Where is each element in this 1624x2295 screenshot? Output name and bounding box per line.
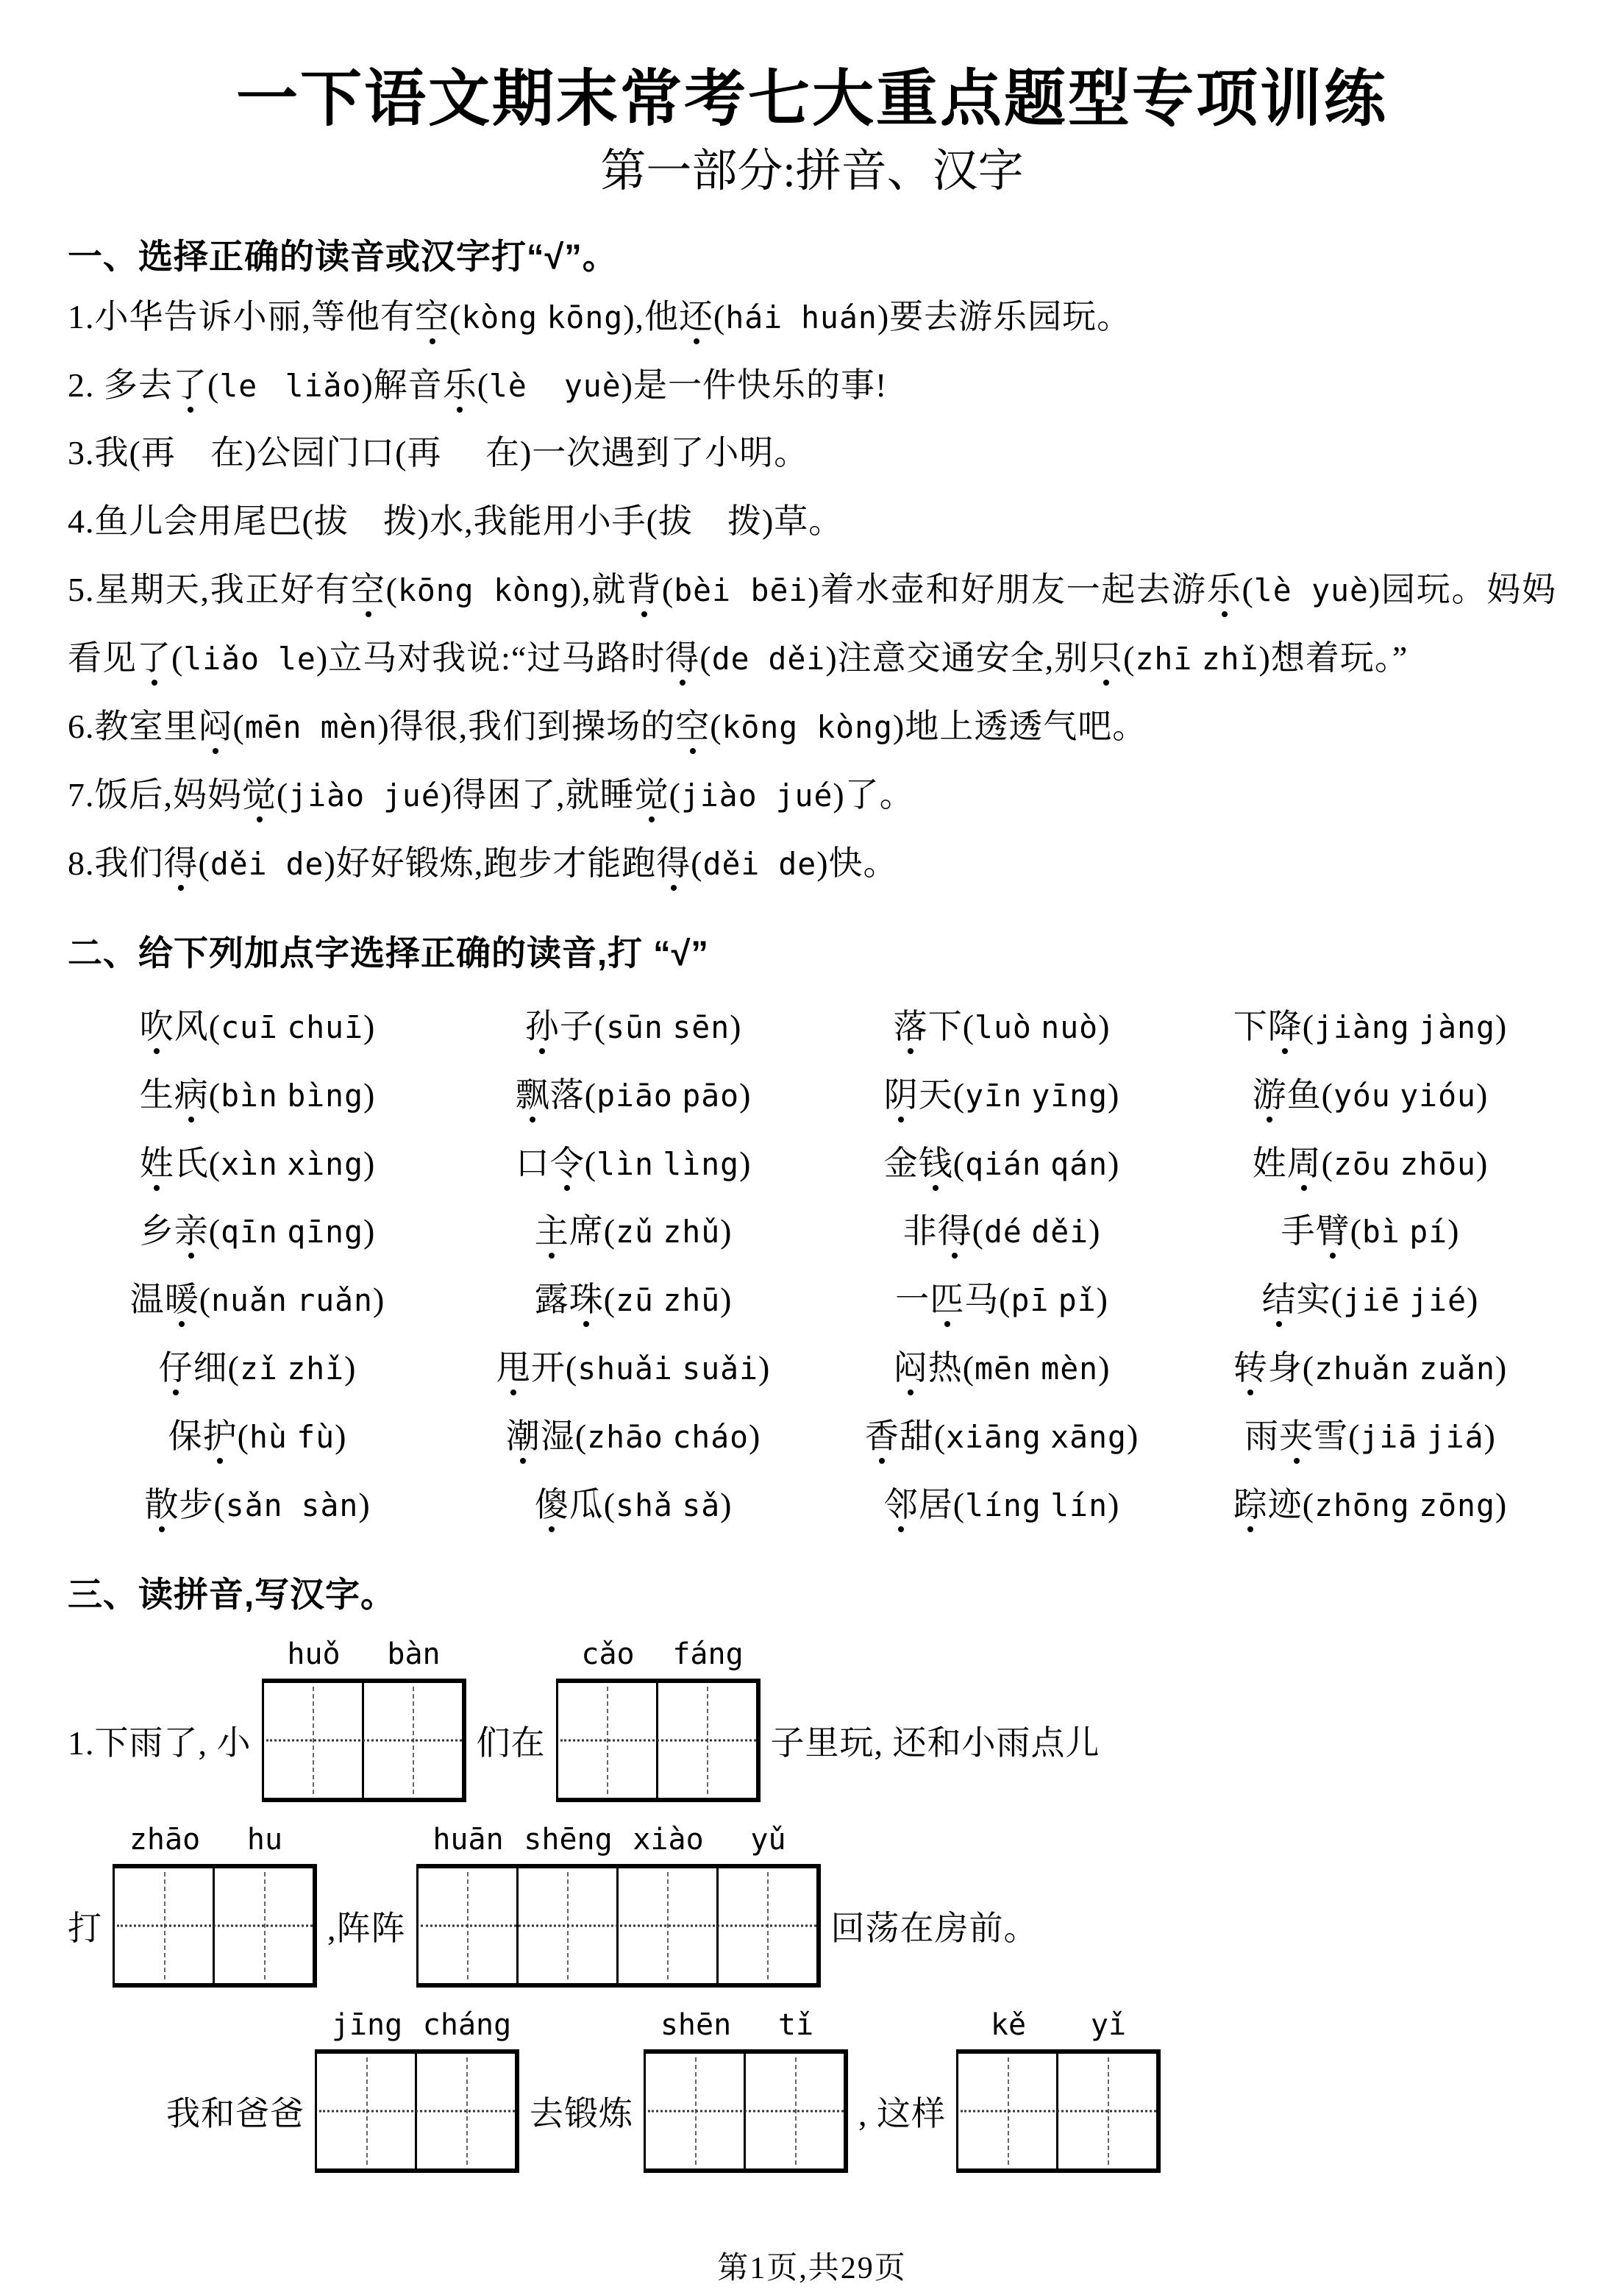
writing-box-group [416,1823,821,1988]
writing-box-cell [719,1868,819,1983]
fill-line-text: 去锻炼 [530,2095,633,2132]
question-item: 1.小华告诉小丽,等他有空(kòng kōng),他还(hái huán)要去游乐园玩。 [68,297,1132,335]
pinyin-label: huǒ [287,1637,341,1671]
pinyin-choice-cell: 下降(jiàng jàng) [1233,1007,1508,1045]
fill-line-text: 回荡在房前。 [830,1910,1039,1947]
pinyin-choice-cell: 散步(sǎn sàn) [144,1486,371,1524]
question-item: 2. 多去了(le liǎo)解音乐(lè yuè)是一件快乐的事! [68,366,888,404]
section-3-heading: 三、读拼音,写汉字。 [68,1575,396,1614]
fill-line [68,1823,1556,1988]
pinyin-choice-cell: 仔细(zǐ zhǐ) [158,1349,357,1387]
writing-box-cell [317,2054,417,2168]
writing-box-cell [364,1683,464,1798]
fill-line [68,2008,1556,2173]
page-title: 一下语文期末常考七大重点题型专项训练 [235,64,1388,133]
pinyin-label-row [115,1823,315,1857]
pinyin-label-row [264,1637,464,1671]
question-item: 3.我(再 在)公园门口(再 在)一次遇到了小明。 [68,434,809,472]
fill-line-text: 打 [68,1910,102,1947]
writing-box-group [113,1823,317,1988]
pinyin-choice-cell: 保护(hù fù) [168,1417,347,1456]
pinyin-choice-cell: 傻瓜(shǎ sǎ) [534,1486,733,1524]
writing-box-cell [519,1868,619,1983]
pinyin-choice-cell: 乡亲(qīn qīng) [139,1212,376,1250]
writing-box-cell [558,1683,658,1798]
pinyin-label-row [317,2008,517,2042]
pinyin-label: huān [432,1823,504,1857]
writing-box-cell [115,1868,215,1983]
question-item: 7.饭后,妈妈觉(jiào jué)得困了,就睡觉(jiào jué)了。 [68,775,914,814]
pinyin-choice-cell: 金钱(qián qán) [883,1144,1120,1182]
pinyin-label: jīng [331,2008,403,2042]
question-item: 8.我们得(děi de)好好锻炼,跑步才能跑得(děi de)快。 [68,844,898,882]
fill-line-text: 1.下雨了, 小 [68,1724,252,1762]
section-1-heading: 一、选择正确的读音或汉字打“√”。 [68,236,618,276]
pinyin-label-row [646,2008,846,2042]
section-2-heading: 二、给下列加点字选择正确的读音,打 “√” [68,933,709,972]
writing-box-cell [646,2054,746,2168]
pinyin-label: yǐ [1090,2008,1127,2042]
writing-box-cell [619,1868,719,1983]
pinyin-choice-cell: 踪迹(zhōng zōng) [1233,1486,1508,1524]
writing-box-cell [419,1868,519,1983]
fill-line-text: 我和爸爸 [166,2095,304,2132]
pinyin-choice-cell: 姓周(zōu zhōu) [1252,1144,1489,1182]
writing-box-cell [746,2054,846,2168]
pinyin-choice-cell: 飘落(piāo pāo) [515,1075,752,1114]
section-1-items [68,283,1556,898]
writing-box-group [262,1637,466,1802]
pinyin-choice-cell: 闷热(mēn mèn) [893,1349,1111,1387]
question-item: 4.鱼儿会用尾巴(拔 拨)水,我能用小手(拔 拨)草。 [68,502,844,541]
pinyin-choice-cell: 孙子(sūn sēn) [524,1007,742,1045]
question-item: 5.星期天,我正好有空(kōng kòng),就背(bèi bēi)着水壶和好朋友一起去游乐(lè yuè)园玩。妈妈看见了(liǎo le)立马对我说:“过马路时得(de děi)注意交通安全,别只(zhī zhǐ)想着玩。” [68,571,1557,677]
pinyin-label: cǎo [581,1637,635,1671]
section-2 [68,926,1556,1540]
pinyin-choice-cell: 雨夹雪(jiā jiá) [1244,1417,1496,1456]
fill-line-text: ,阵阵 [327,1910,406,1947]
pinyin-choice-cell: 转身(zhuǎn zuǎn) [1233,1349,1508,1387]
pinyin-choice-cell: 手臂(bì pí) [1281,1212,1460,1250]
page-subtitle: 第一部分:拼音、汉字 [600,146,1024,196]
pinyin-label: cháng [422,2008,512,2042]
pinyin-choice-cell: 口令(lìn lìng) [515,1144,752,1182]
pinyin-choice-cell: 主席(zǔ zhǔ) [534,1212,733,1250]
pinyin-choice-cell: 阴天(yīn yīng) [883,1075,1120,1114]
pinyin-choice-cell: 一匹马(pī pǐ) [895,1281,1108,1319]
pinyin-choice-table [68,993,1556,1540]
pinyin-label: tǐ [777,2008,814,2042]
writing-box-group [956,2008,1161,2173]
pinyin-choice-cell: 香甜(xiāng xāng) [864,1417,1139,1456]
pinyin-label: shēn [660,2008,732,2042]
pinyin-choice-cell: 潮湿(zhāo cháo) [505,1417,761,1456]
pinyin-label-row [419,1823,819,1857]
pinyin-choice-cell: 温暖(nuǎn ruǎn) [129,1281,385,1319]
pinyin-choice-cell: 露珠(zū zhū) [534,1281,733,1319]
writing-box-group [315,2008,519,2173]
section-3-lines [68,1637,1556,2173]
pinyin-choice-cell: 姓氏(xìn xìng) [139,1144,376,1182]
pinyin-label: xiào [633,1823,704,1857]
pinyin-choice-cell: 游鱼(yóu yióu) [1252,1075,1489,1114]
pinyin-label: hu [246,1823,283,1857]
writing-box-cell [215,1868,315,1983]
pinyin-label: kě [990,2008,1027,2042]
writing-box-cell [658,1683,758,1798]
section-3 [68,1568,1556,2173]
pinyin-label-row [958,2008,1158,2042]
writing-box-cell [1058,2054,1158,2168]
writing-box-group [556,1637,761,1802]
pinyin-choice-cell: 落下(luò nuò) [893,1007,1111,1045]
pinyin-label: yǔ [750,1823,786,1857]
section-1 [68,230,1556,898]
fill-line [68,1637,1556,1802]
pinyin-label: shēng [524,1823,613,1857]
pinyin-choice-cell: 邻居(líng lín) [883,1486,1120,1524]
pinyin-label: fáng [672,1637,744,1671]
writing-box-cell [958,2054,1058,2168]
writing-box-cell [264,1683,364,1798]
question-item: 6.教室里闷(mēn mèn)得很,我们到操场的空(kōng kòng)地上透透气吧。 [68,708,1147,746]
pinyin-choice-cell: 结实(jiē jié) [1261,1281,1479,1319]
pinyin-label: zhāo [129,1823,201,1857]
writing-box-group [644,2008,848,2173]
fill-line-text: 子里玩, 还和小雨点儿 [770,1724,1100,1762]
pinyin-choice-cell: 非得(dé děi) [902,1212,1101,1250]
writing-box-cell [417,2054,517,2168]
page-footer: 第1页,共29页 [717,2252,907,2285]
pinyin-label-row [558,1637,758,1671]
pinyin-choice-cell: 甩开(shuǎi suǎi) [496,1349,771,1387]
pinyin-choice-cell: 吹风(cuī chuī) [139,1007,376,1045]
pinyin-choice-cell: 生病(bìn bìng) [139,1075,376,1114]
fill-line-text: 们在 [476,1724,546,1762]
fill-line-text: , 这样 [858,2095,946,2132]
pinyin-label: bàn [387,1637,441,1671]
